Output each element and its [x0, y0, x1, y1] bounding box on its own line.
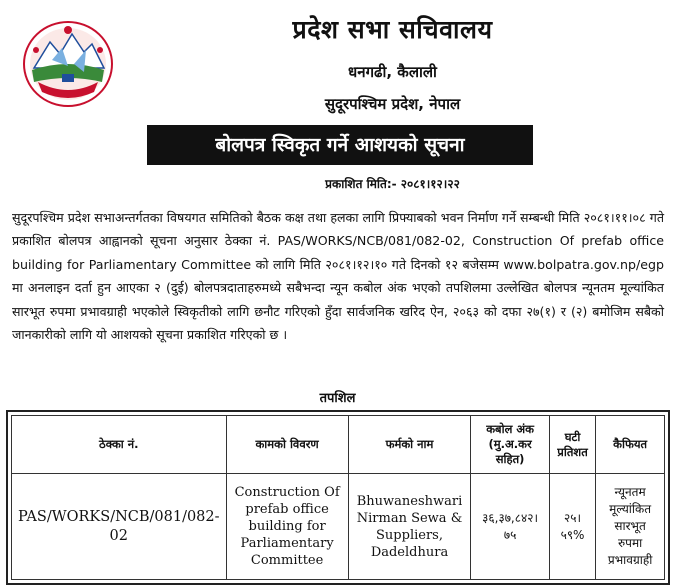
notice-body: सुदूरपश्चिम प्रदेश सभाअन्तर्गतका विषयगत समितिको बैठक कक्ष तथा हलका लागि प्रिफ्याबको भवन निर्माण गर्ने सम्बन्धी मिति २०८१।११।०८ गते प्रकाशित बोलपत्र आह्वानको सूचना अनुसार ठेक्का नं. PAS/WORKS/NCB/081/082-02, Construction Of prefab office building for Parliamentary Committee को लागि मिति २०८१।१२।१० गते दिनको १२ बजेसम्म www.bolpatra.gov.np/egp मा अनलाइन दर्ता हुन आएका २ (दुई) बोलपत्रदाताहरुमध्ये सबैभन्दा न्यून कबोल अंक भएको तपशिलमा उल्लेखित बोलपत्र न्यूनतम मूल्यांकित सारभूत रुपमा प्रभावग्राही भएकोले स्विकृतीको लागि छनौट गरिएको हुँदा सार्वजनिक खरिद ऐन, २०६३ को दफा २७(१) र (२) बमोजिम सबैको जानकारीको लागि यो आशयको सूचना प्रकाशित गरिएको छ ।: [12, 210, 664, 343]
cell-bid-amount: ३६,३७,८४२।७५: [471, 474, 549, 580]
col-firm-name: फर्मको नाम: [348, 416, 471, 474]
table-row: [12, 474, 665, 580]
col-remarks: कैफियत: [596, 416, 665, 474]
details-table-frame: [6, 410, 670, 585]
cell-contract-no: PAS/WORKS/NCB/081/082-02: [12, 474, 227, 580]
col-contract-no: ठेक्का नं.: [12, 416, 227, 474]
col-bid-amount: [471, 416, 549, 474]
office-location: धनगढी, कैलाली: [348, 63, 437, 81]
col-less-line1: घटी: [564, 429, 581, 444]
nepal-emblem-icon: [22, 20, 114, 108]
office-title: प्रदेश सभा सचिवालय: [292, 15, 493, 44]
table-header-row: [12, 416, 665, 474]
cell-firm-name: Bhuwaneshwari Nirman Sewa & Suppliers, Dadeldhura: [348, 474, 471, 580]
cell-remarks: न्यूनतम मूल्यांकित सारभूत रुपमा प्रभावग्राही: [596, 474, 665, 580]
table-title: तपशिल: [319, 391, 356, 406]
details-table: [11, 415, 665, 580]
cell-less-percent: २५।५९%: [549, 474, 595, 580]
office-province: सुदूरपश्चिम प्रदेश, नेपाल: [324, 95, 461, 113]
col-bid-amount-line1: कबोल अंक: [486, 422, 534, 436]
col-work-desc: कामको विवरण: [226, 416, 348, 474]
cell-work-desc: Construction Of prefab office building for Parliamentary Committee: [226, 474, 348, 580]
published-date: प्रकाशित मिति:- २०८१।१२।२२: [325, 177, 460, 191]
notice-banner: बोलपत्र स्विकृत गर्ने आशयको सूचना: [147, 125, 533, 165]
col-less-percent: [549, 416, 595, 474]
col-less-line2: प्रतिशत: [557, 444, 588, 459]
col-bid-amount-line2: (मु.अ.कर सहित): [488, 437, 532, 466]
